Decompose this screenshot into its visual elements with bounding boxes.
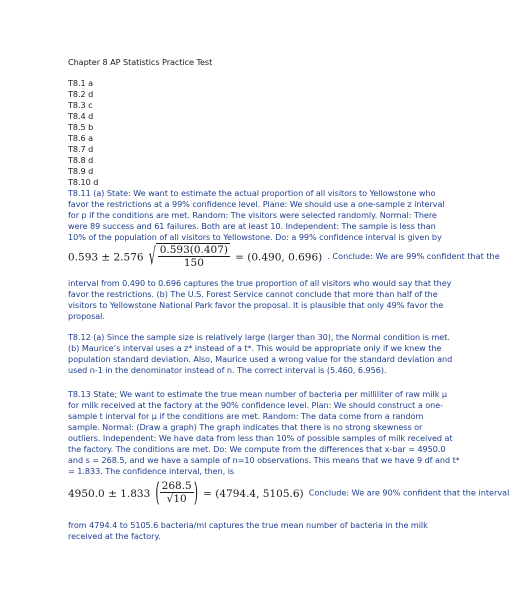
t811-line: favor the restrictions at a 99% confidence level. Plane: We should use a one-sample z interval — [68, 199, 445, 209]
t811-eq-numerator: 0.593(0.407) — [159, 244, 229, 256]
answer-t8-4: T8.4 d — [68, 111, 94, 121]
answer-t8-8: T8.8 d — [68, 155, 94, 165]
answer-t8-2: T8.2 d — [68, 89, 94, 99]
answer-t8-3: T8.3 c — [68, 100, 93, 110]
t811-eq-left: 0.593 ± 2.576 — [68, 251, 144, 264]
t811-eq-denominator: 150 — [183, 257, 204, 269]
t813-eq-denominator: √10 — [166, 493, 187, 505]
t813-line: T8.13 State; We want to estimate the true mean number of bacteria per milliliter of raw milk μ — [68, 389, 447, 399]
t813-line: for milk received at the factory at the 90% confidence level. Plan: We should construct a one- — [68, 400, 444, 410]
t811-equation — [68, 243, 500, 269]
right-paren: ) — [193, 476, 199, 509]
answer-t8-1: T8.1 a — [68, 78, 94, 88]
t811-line: proposal. — [68, 311, 105, 321]
t812-line: (b) Maurice’s interval uses a z* instead of a t*. This would be appropriate only if we knew the — [68, 343, 442, 353]
t812-line: used n-1 in the denominator instead of n. The correct interval is (5.460, 6.956). — [68, 365, 387, 375]
t813-line: sample. Normal: (Draw a graph) The graph indicates that there is no strong skewness or — [68, 422, 423, 432]
t811-eq-result: = (0.490, 0.696) — [235, 251, 323, 264]
t813-eq-result: = (4794.4, 5105.6) — [203, 488, 304, 500]
answer-t8-10: T8.10 d — [68, 177, 99, 187]
t813-conclusion-start: Conclude: We are 90% confident that the interval — [308, 487, 509, 498]
t813-line: outliers. Independent: We have data from less than 10% of possible samples of milk received at — [68, 433, 453, 443]
t813-line: the factory. The conditions are met. Do: We compute from the differences that x-bar = 4950.0 — [68, 444, 446, 454]
t812-line: T8.12 (a) Since the sample size is relatively large (larger than 30), the Normal condition is met. — [68, 332, 450, 342]
t813-line: = 1.833. The confidence interval, then, is — [68, 466, 235, 476]
answer-t8-6: T8.6 a — [68, 133, 94, 143]
t813-eq-left: 4950.0 ± 1.833 — [68, 488, 151, 500]
left-paren: ( — [155, 476, 160, 509]
t813-eq-numerator: 268.5 — [161, 480, 192, 492]
t812-line: population standard deviation. Also, Maurice used a wrong value for the standard deviation and — [68, 354, 453, 364]
document-title: Chapter 8 AP Statistics Practice Test — [68, 57, 213, 67]
t811-radicand — [156, 243, 230, 269]
t811-line: favor the restrictions. (b) The U.S. Forest Service cannot conclude that more than half of the — [68, 289, 438, 299]
t811-conclusion-start: . Conclude: We are 99% confident that the — [327, 251, 500, 261]
t813-line: sample t interval for μ if the conditions are met. Random: The data come from a random — [68, 411, 424, 421]
t811-line: visitors to Yellowstone National Park favor the proposal. It is plausible that only 49% favor the — [68, 300, 444, 310]
t811-line: 10% of the population of all visitors to Yellowstone. Do: a 99% confidence interval is given by — [68, 232, 442, 242]
answer-t8-5: T8.5 b — [68, 122, 94, 132]
sqrt-sign: √ — [148, 242, 156, 270]
t813-equation — [68, 476, 509, 509]
t813-line: and s = 268.5, and we have a sample of n=10 observations. This means that we have 9 df and t* — [68, 455, 460, 465]
t813-line: from 4794.4 to 5105.6 bacteria/ml captures the true mean number of bacteria in the milk — [68, 520, 428, 530]
answer-t8-7: T8.7 d — [68, 144, 94, 154]
t811-line: for p if the conditions are met. Random: The visitors were selected randomly. Normal: There — [68, 210, 437, 220]
t811-line: were 89 success and 61 failures. Both are at least 10. Independent: The sample is less than — [68, 221, 436, 231]
t811-line: interval from 0.490 to 0.696 captures the true proportion of all visitors who would say that they — [68, 278, 452, 288]
answer-t8-9: T8.9 d — [68, 166, 94, 176]
t813-line: received at the factory. — [68, 531, 161, 541]
t811-line: T8.11 (a) State: We want to estimate the actual proportion of all visitors to Yellowstone who — [68, 188, 436, 198]
